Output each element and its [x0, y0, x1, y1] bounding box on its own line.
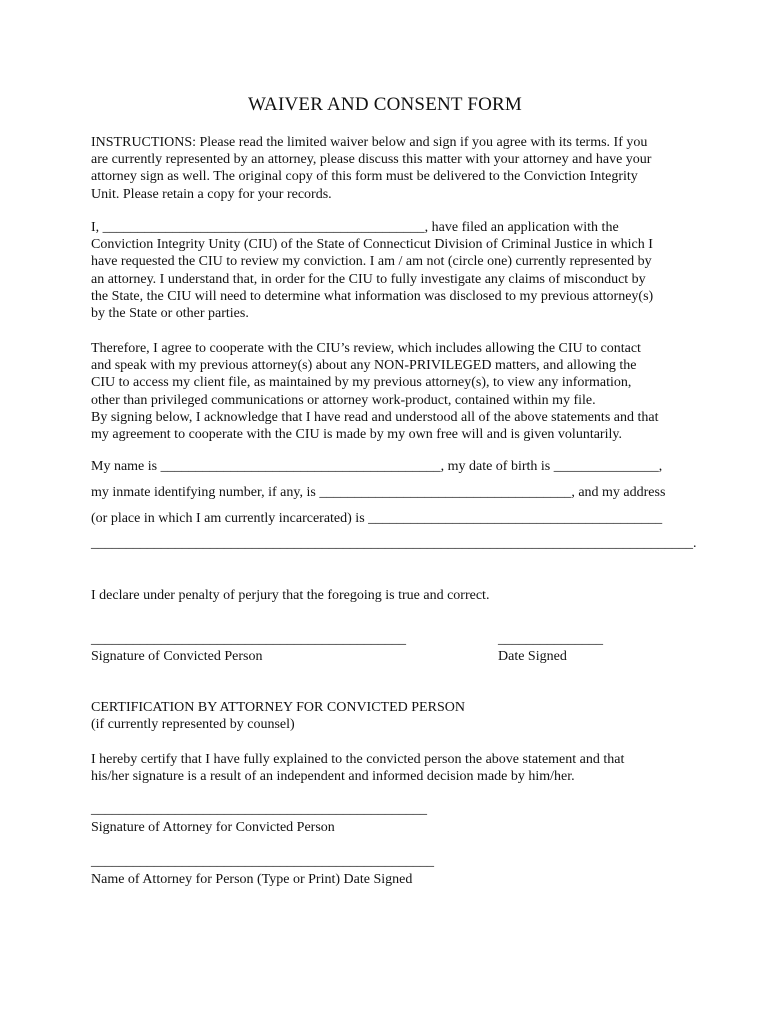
statement-line: have requested the CIU to review my conviction. I am / am not (circle one) currently represented by — [91, 254, 652, 270]
statement-paragraph — [91, 219, 691, 322]
attorney-name-label: Name of Attorney for Person (Type or Print) Date Signed — [91, 872, 413, 887]
date-signed-label: Date Signed — [498, 649, 567, 664]
certification-paragraph — [91, 751, 691, 785]
agreement-line: my agreement to cooperate with the CIU is made by my own free will and is given voluntarily. — [91, 427, 622, 443]
statement-line: the State, the CIU will need to determine what information was disclosed to my previous attorney(s) — [91, 288, 654, 304]
certification-heading: CERTIFICATION BY ATTORNEY FOR CONVICTED PERSON — [91, 700, 465, 715]
statement-line: I, ______________________________________________, have filed an application with the — [91, 220, 619, 235]
perjury-declaration: I declare under penalty of perjury that the foregoing is true and correct. — [91, 588, 490, 603]
agreement-paragraph — [91, 340, 691, 443]
statement-line: an attorney. I understand that, in order for the CIU to fully investigate any claims of misconduct by — [91, 271, 646, 287]
inmate-number-field[interactable]: my inmate identifying number, if any, is ____________________________________, and my address — [91, 485, 666, 500]
convicted-person-signature-line[interactable]: _____________________________________________ — [91, 632, 406, 647]
agreement-line: other than privileged communications or attorney work-product, contained within my file. — [91, 392, 596, 408]
instructions-line: INSTRUCTIONS: Please read the limited waiver below and sign if you agree with its terms. If you — [91, 135, 648, 150]
certification-subheading: (if currently represented by counsel) — [91, 717, 295, 733]
agreement-line: By signing below, I acknowledge that I have read and understood all of the above statements and that — [91, 409, 659, 425]
incarceration-place-field[interactable]: (or place in which I am currently incarcerated) is __________________________________________ — [91, 511, 663, 526]
instructions-line: Unit. Please retain a copy for your records. — [91, 186, 332, 202]
agreement-line: CIU to access my client file, as maintained by my previous attorney(s), to view any information, — [91, 375, 632, 391]
agreement-line: Therefore, I agree to cooperate with the CIU’s review, which includes allowing the CIU to contact — [91, 341, 641, 356]
attorney-name-line[interactable]: _________________________________________________ — [91, 854, 434, 869]
instructions-paragraph — [91, 134, 691, 203]
certification-line: his/her signature is a result of an independent and informed decision made by him/her. — [91, 769, 575, 785]
instructions-line: are currently represented by an attorney, please discuss this matter with your attorney and have your — [91, 152, 652, 168]
statement-line: Conviction Integrity Unity (CIU) of the State of Connecticut Division of Criminal Justice in which I — [91, 237, 653, 253]
instructions-line: attorney sign as well. The original copy of this form must be delivered to the Conviction Integrity — [91, 169, 638, 185]
certification-line: I hereby certify that I have fully explained to the convicted person the above statement and that — [91, 752, 625, 767]
certification-heading-block — [91, 699, 691, 733]
attorney-signature-label: Signature of Attorney for Convicted Person — [91, 820, 335, 835]
agreement-line: and speak with my previous attorney(s) about any NON-PRIVILEGED matters, and allowing the — [91, 358, 637, 374]
attorney-signature-line[interactable]: ________________________________________________ — [91, 802, 427, 817]
statement-line: by the State or other parties. — [91, 306, 249, 322]
name-and-birthdate-field[interactable]: My name is ________________________________________, my date of birth is _______________, — [91, 459, 663, 474]
date-signed-line[interactable]: _______________ — [498, 632, 603, 647]
convicted-person-signature-label: Signature of Convicted Person — [91, 649, 263, 664]
address-continuation-field[interactable]: ______________________________________________________________________________________. — [91, 536, 697, 551]
form-title: WAIVER AND CONSENT FORM — [248, 94, 522, 115]
